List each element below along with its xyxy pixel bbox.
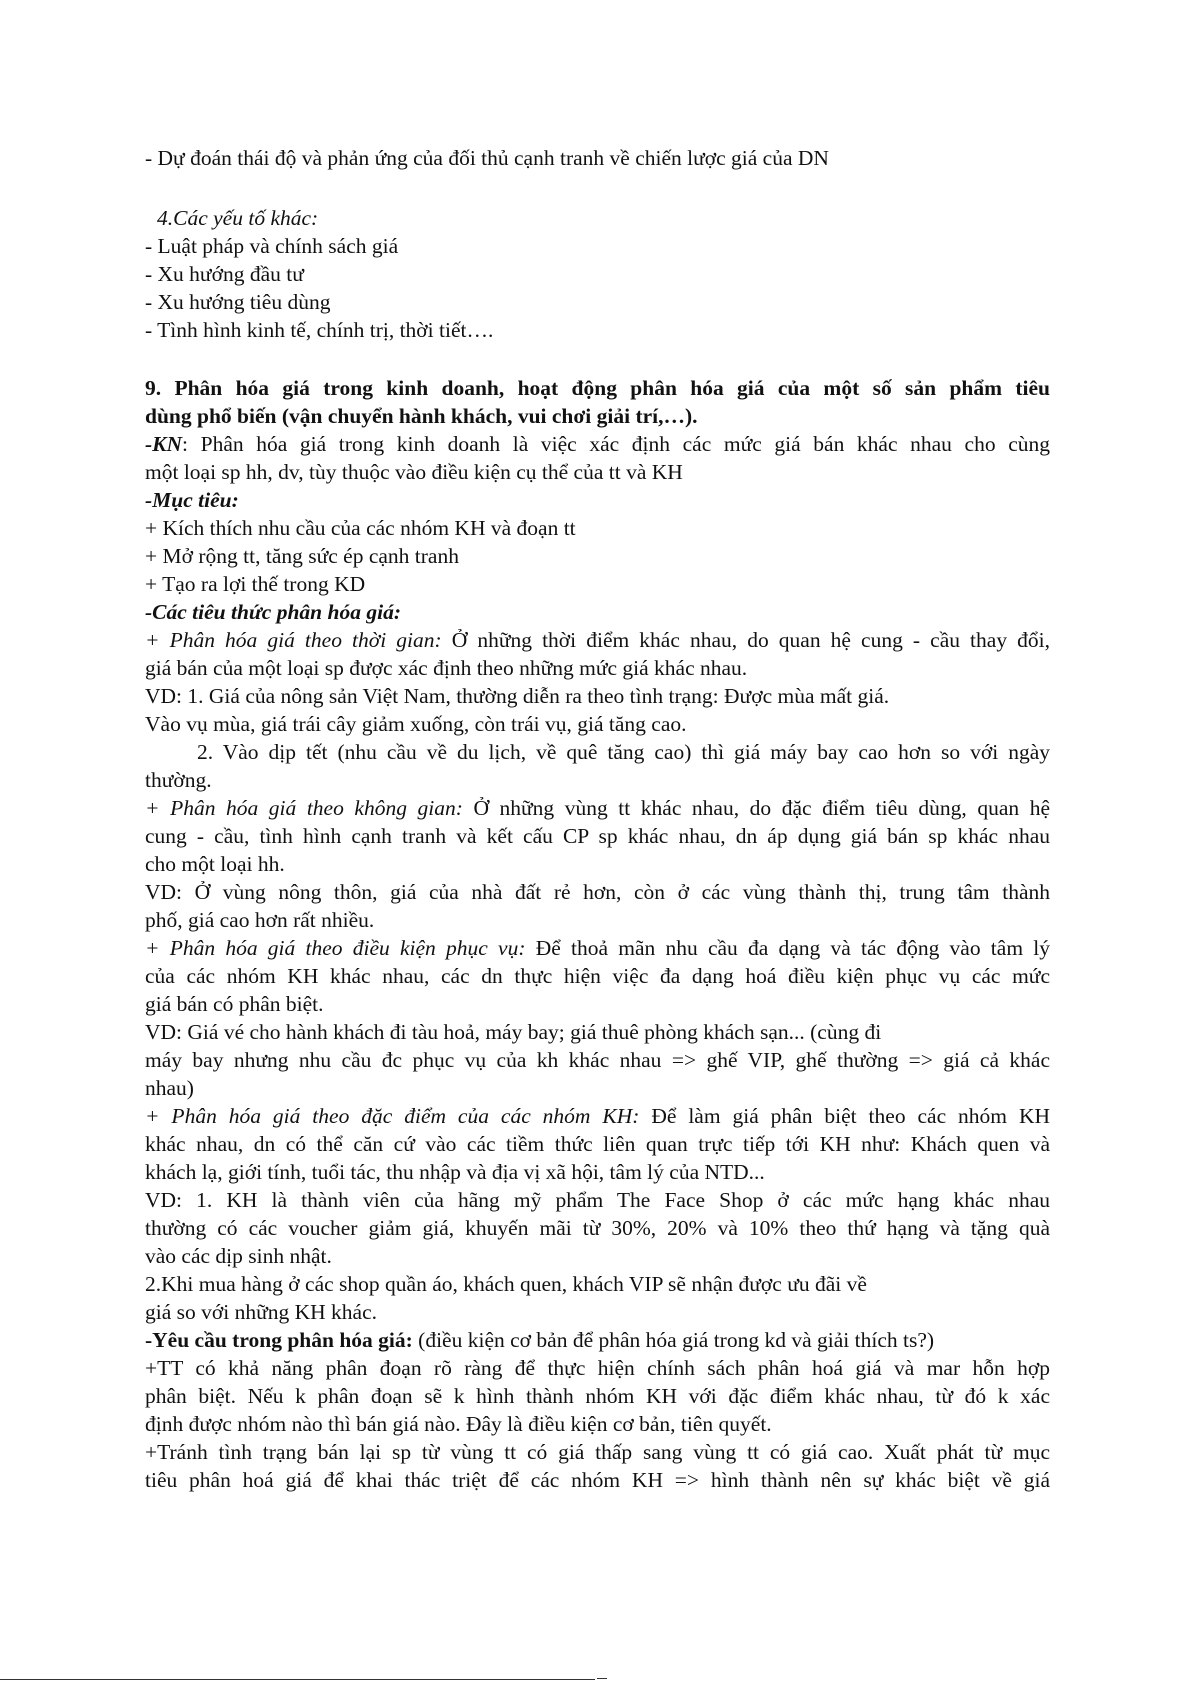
criteria-label: + Phân hóa giá theo không gian: [145, 796, 463, 820]
text-line: một loại sp hh, dv, tùy thuộc vào điều kiện cụ thể của tt và KH [145, 460, 683, 484]
criteria-label: + Phân hóa giá theo thời gian: [145, 628, 442, 652]
text-line: - Luật pháp và chính sách giá [145, 234, 399, 258]
text-line: Vào vụ mùa, giá trái cây giảm xuống, còn trái vụ, giá tăng cao. [145, 712, 687, 736]
text-line: máy bay nhưng nhu cầu đc phục vụ của kh khác nhau => ghế VIP, ghế thường => giá cả khác [145, 1048, 1050, 1072]
subheading-other-factors: 4.Các yếu tố khác: [157, 206, 319, 230]
text-line: khách lạ, giới tính, tuổi tác, thu nhập và địa vị xã hội, tâm lý của NTD... [145, 1160, 765, 1184]
text-line: vào các dịp sinh nhật. [145, 1244, 332, 1268]
footer-divider [0, 1679, 595, 1680]
text-line: của các nhóm KH khác nhau, các dn thực hiện việc đa dạng hoá điều kiện phục vụ các mức [145, 964, 1050, 988]
criteria-line [145, 626, 1050, 654]
text-line: +Tránh tình trạng bán lại sp từ vùng tt có giá thấp sang vùng tt có giá cao. Xuất phát từ mục [145, 1440, 1050, 1464]
text-line: VD: Ở vùng nông thôn, giá của nhà đất rẻ hơn, còn ở các vùng thành thị, trung tâm thành [145, 880, 1050, 904]
criteria-text: Để thoả mãn nhu cầu đa dạng và tác động vào tâm lý [525, 936, 1050, 960]
text-line: + Kích thích nhu cầu của các nhóm KH và đoạn tt [145, 516, 576, 540]
definition-text: : Phân hóa giá trong kinh doanh là việc xác định các mức giá bán khác nhau cho cùng [182, 432, 1050, 456]
objectives-heading: -Mục tiêu: [145, 488, 239, 512]
text-line: - Xu hướng tiêu dùng [145, 290, 331, 314]
text-line: + Tạo ra lợi thế trong KD [145, 572, 366, 596]
criteria-label: + Phân hóa giá theo đặc điểm của các nhóm KH: [145, 1104, 640, 1128]
section-heading-cont: dùng phổ biến (vận chuyển hành khách, vui chơi giải trí,…). [145, 404, 698, 428]
text-line: giá so với những KH khác. [145, 1300, 378, 1324]
requirements-line [145, 1326, 1050, 1354]
text-line: + Mở rộng tt, tăng sức ép cạnh tranh [145, 544, 459, 568]
text-line: giá bán của một loại sp được xác định theo những mức giá khác nhau. [145, 656, 748, 680]
section-heading: 9. Phân hóa giá trong kinh doanh, hoạt động phân hóa giá của một số sản phẩm tiêu [145, 376, 1050, 400]
text-line: VD: 1. KH là thành viên của hãng mỹ phẩm The Face Shop ở các mức hạng khác nhau [145, 1188, 1050, 1212]
requirements-note: (điều kiện cơ bản để phân hóa giá trong kd và giải thích ts?) [412, 1328, 935, 1352]
criteria-line [145, 794, 1050, 822]
criteria-text: Ở những vùng tt khác nhau, do đặc điểm tiêu dùng, quan hệ [462, 796, 1051, 820]
text-line: định được nhóm nào thì bán giá nào. Đây là điều kiện cơ bản, tiên quyết. [145, 1412, 772, 1436]
requirements-heading: -Yêu cầu trong phân hóa giá: [145, 1328, 413, 1352]
definition-label: -KN [145, 432, 183, 456]
text-line: khác nhau, dn có thể căn cứ vào các tiềm thức liên quan trực tiếp tới KH như: Khách quen và [145, 1132, 1050, 1156]
text-line: giá bán có phân biệt. [145, 992, 324, 1016]
text-line: cho một loại hh. [145, 852, 285, 876]
text-line: 2. Vào dịp tết (nhu cầu về du lịch, về quê tăng cao) thì giá máy bay cao hơn so với ngày [197, 740, 1050, 764]
text-line: phố, giá cao hơn rất nhiều. [145, 908, 375, 932]
text-line: thường có các voucher giảm giá, khuyến mãi từ 30%, 20% và 10% theo thứ hạng và tặng quà [145, 1216, 1050, 1240]
text-line: +TT có khả năng phân đoạn rõ ràng để thực hiện chính sách phân hoá giá và mar hỗn hợp [145, 1356, 1050, 1380]
text-line: 2.Khi mua hàng ở các shop quần áo, khách quen, khách VIP sẽ nhận được ưu đãi về [145, 1272, 867, 1296]
text-line: nhau) [145, 1076, 194, 1100]
criteria-line [145, 1102, 1050, 1130]
text-line: - Tình hình kinh tế, chính trị, thời tiết…. [145, 318, 494, 342]
text-line: VD: Giá vé cho hành khách đi tàu hoả, máy bay; giá thuê phòng khách sạn... (cùng đi [145, 1020, 882, 1044]
text-line: - Dự đoán thái độ và phản ứng của đối thủ cạnh tranh về chiến lược giá của DN [145, 146, 829, 170]
criteria-line [145, 934, 1050, 962]
footer-mark [597, 1678, 607, 1679]
criteria-text: Ở những thời điểm khác nhau, do quan hệ cung - cầu thay đổi, [441, 628, 1051, 652]
text-line: cung - cầu, tình hình cạnh tranh và kết cấu CP sp khác nhau, dn áp dụng giá bán sp khác nhau [145, 824, 1050, 848]
criteria-label: + Phân hóa giá theo điều kiện phục vụ: [145, 936, 526, 960]
definition-line [145, 430, 1050, 458]
criteria-heading: -Các tiêu thức phân hóa giá: [145, 600, 401, 624]
criteria-text: Để làm giá phân biệt theo các nhóm KH [639, 1104, 1051, 1128]
text-line: phân biệt. Nếu k phân đoạn sẽ k hình thành nhóm KH với đặc điểm khác nhau, từ đó k xác [145, 1384, 1050, 1408]
text-line: thường. [145, 768, 212, 792]
text-line: VD: 1. Giá của nông sản Việt Nam, thường diễn ra theo tình trạng: Được mùa mất giá. [145, 684, 890, 708]
text-line: tiêu phân hoá giá để khai thác triệt để các nhóm KH => hình thành nên sự khác biệt về giá [145, 1468, 1050, 1492]
text-line: - Xu hướng đầu tư [145, 262, 304, 286]
